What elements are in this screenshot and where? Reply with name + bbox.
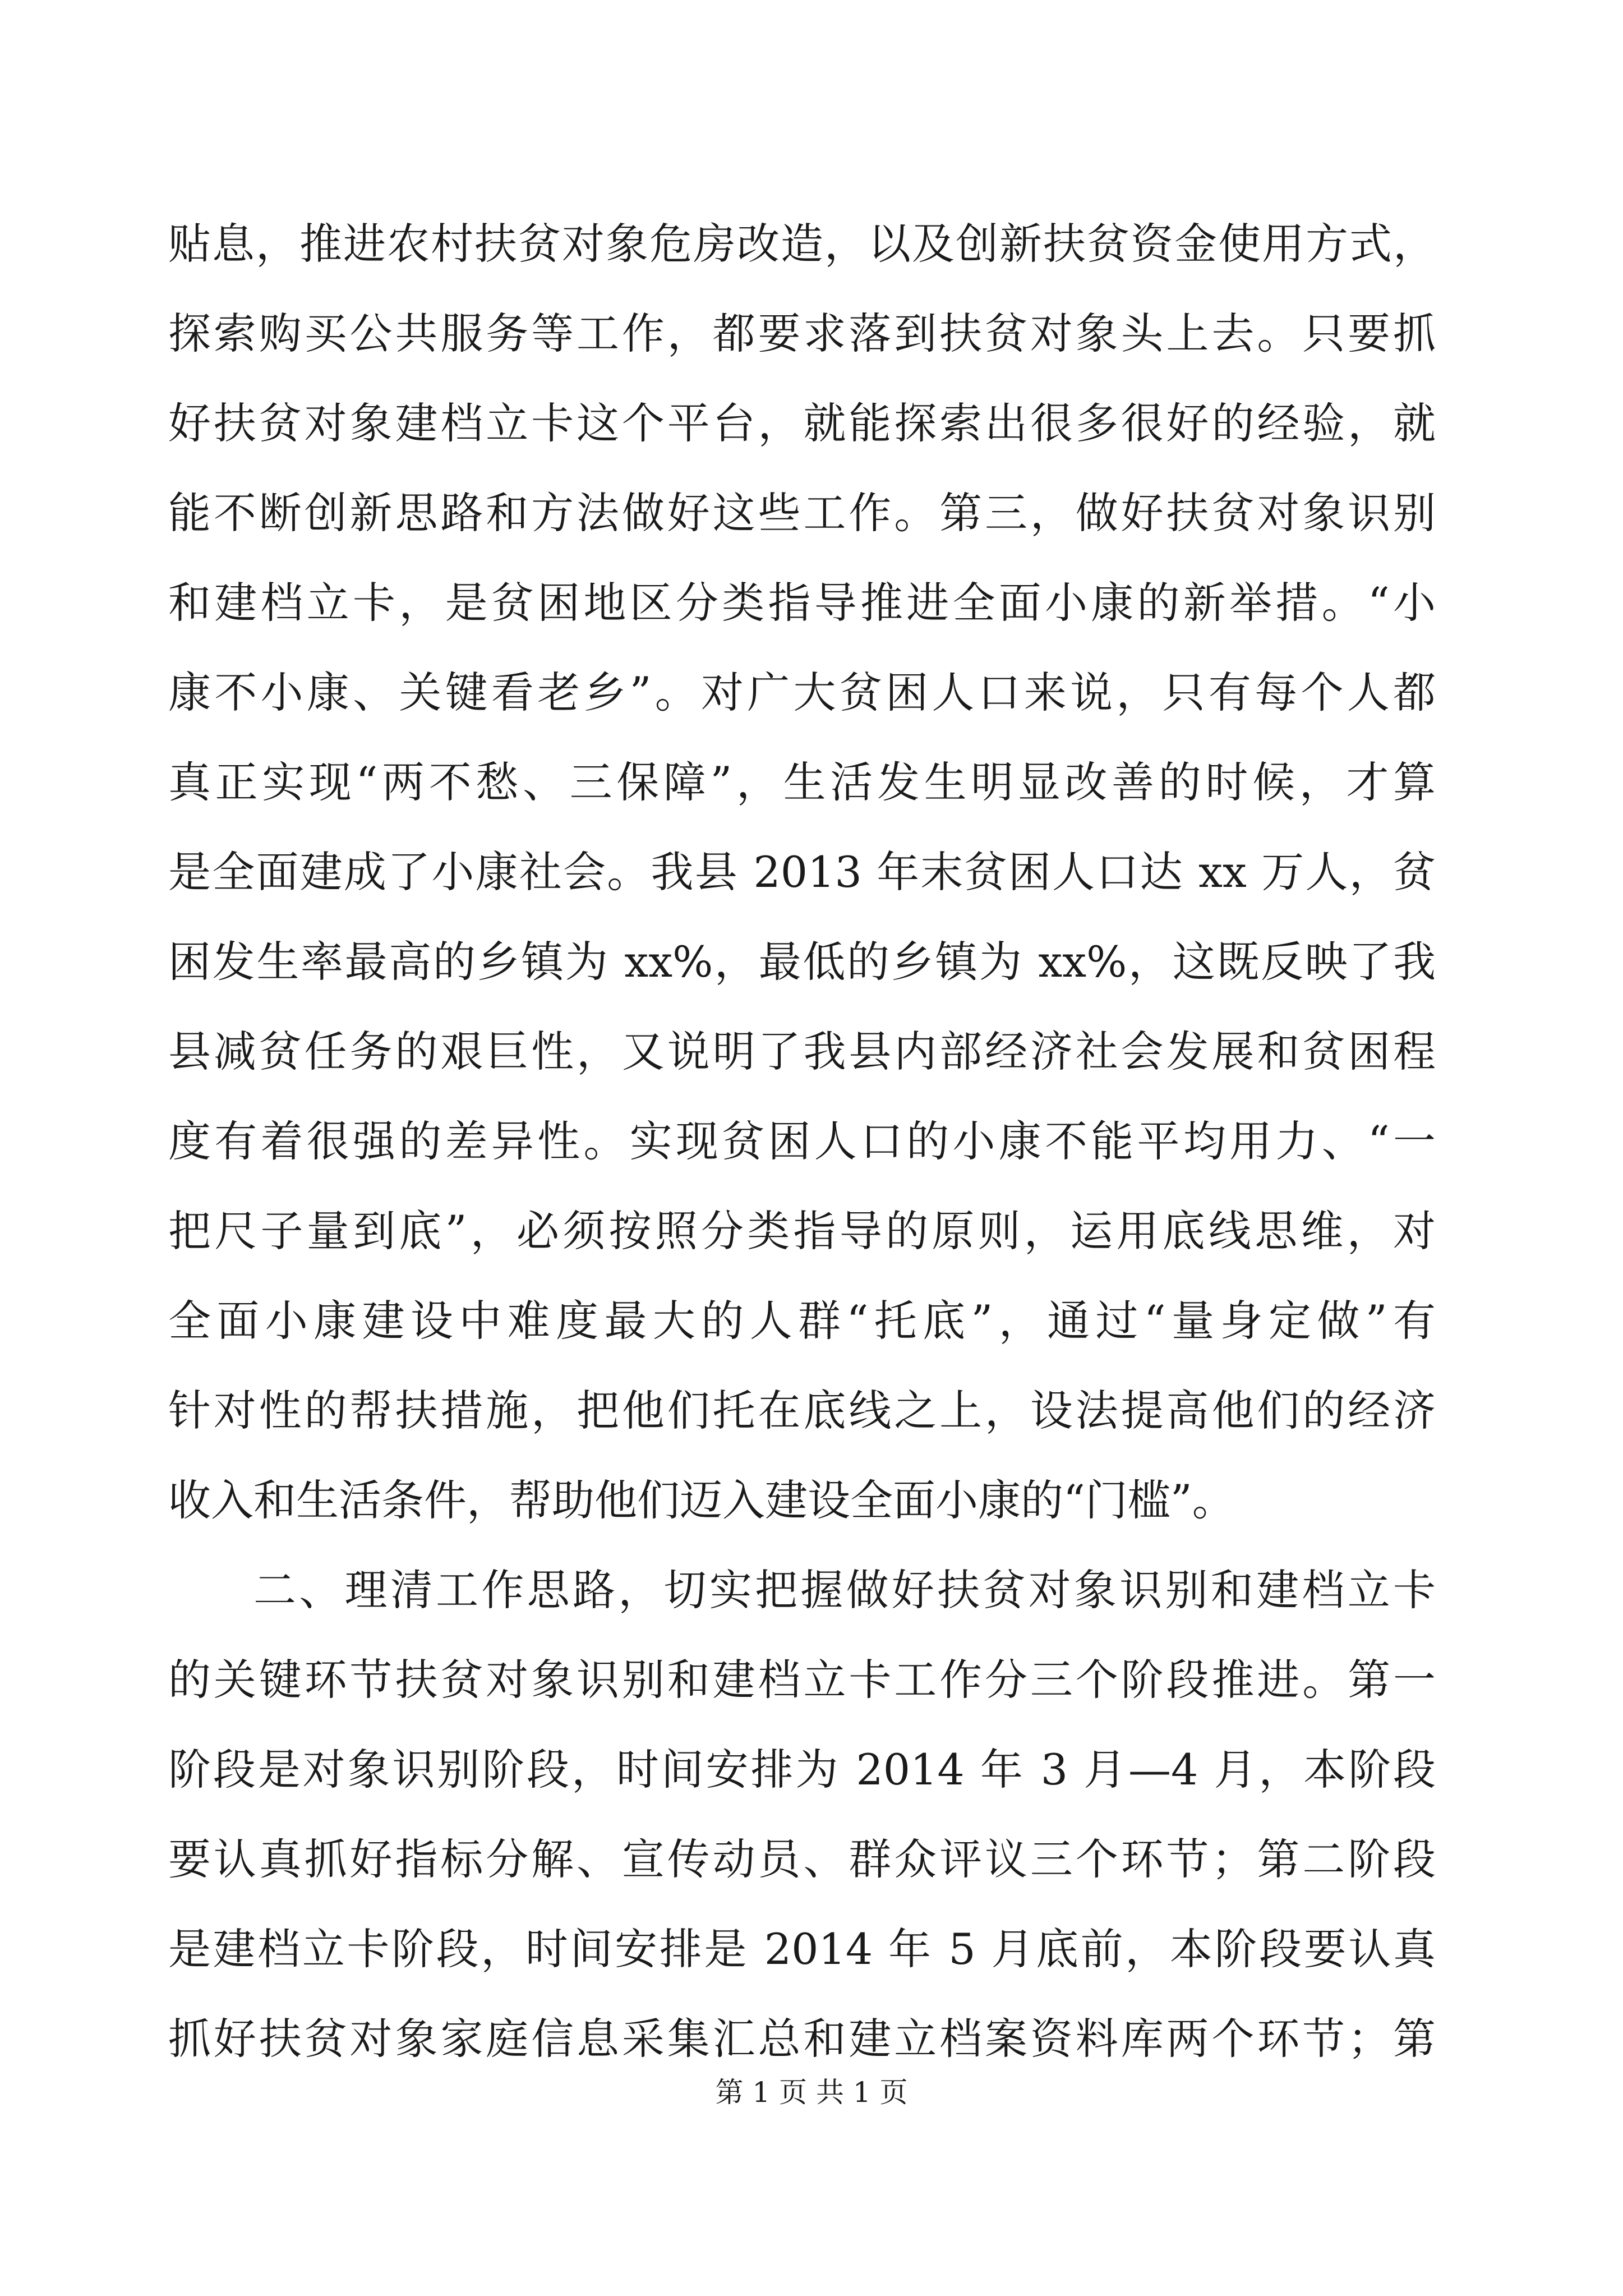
paragraph-2	[168, 1545, 1436, 2084]
text-line: 县减贫任务的艰巨性，又说明了我县内部经济社会发展和贫困程	[168, 1027, 1436, 1076]
text-line: 真正实现“两不愁、三保障”，生活发生明显改善的时候，才算	[168, 757, 1436, 807]
text-line: 贴息，推进农村扶贫对象危房改造，以及创新扶贫资金使用方式，	[168, 219, 1436, 269]
text-line: 要认真抓好指标分解、宣传动员、群众评议三个环节；第二阶段	[168, 1834, 1436, 1884]
text-line: 把尺子量到底”，必须按照分类指导的原则，运用底线思维，对	[168, 1206, 1436, 1256]
text-line: 能不断创新思路和方法做好这些工作。第三，做好扶贫对象识别	[168, 488, 1436, 538]
text-line: 是全面建成了小康社会。我县 2013 年末贫困人口达 xx 万人，贫	[168, 847, 1436, 897]
text-line: 抓好扶贫对象家庭信息采集汇总和建立档案资料库两个环节；第	[168, 2014, 1436, 2064]
text-line: 全面小康建设中难度最大的人群“托底”，通过“量身定做”有	[168, 1296, 1436, 1346]
text-line: 探索购买公共服务等工作，都要求落到扶贫对象头上去。只要抓	[168, 309, 1436, 358]
page-footer: 第 1 页 共 1 页	[715, 2076, 908, 2109]
text-line: 收入和生活条件，帮助他们迈入建设全面小康的“门槛”。	[168, 1475, 1235, 1525]
text-line: 是建档立卡阶段，时间安排是 2014 年 5 月底前，本阶段要认真	[168, 1924, 1436, 1974]
text-line: 康不小康、关键看老乡”。对广大贫困人口来说，只有每个人都	[168, 668, 1436, 717]
paragraph-1	[168, 199, 1436, 1545]
text-line: 困发生率最高的乡镇为 xx%，最低的乡镇为 xx%，这既反映了我	[168, 937, 1436, 987]
text-line: 好扶贫对象建档立卡这个平台，就能探索出很多很好的经验，就	[168, 398, 1436, 448]
body-text	[168, 199, 1436, 2084]
text-line: 针对性的帮扶措施，把他们托在底线之上，设法提高他们的经济	[168, 1386, 1436, 1435]
text-line: 的关键环节扶贫对象识别和建档立卡工作分三个阶段推进。第一	[168, 1655, 1436, 1705]
text-line: 二、理清工作思路，切实把握做好扶贫对象识别和建档立卡	[253, 1565, 1436, 1615]
text-line: 度有着很强的差异性。实现贫困人口的小康不能平均用力、“一	[168, 1116, 1436, 1166]
text-line: 阶段是对象识别阶段，时间安排为 2014 年 3 月—4 月，本阶段	[168, 1745, 1436, 1795]
text-line: 和建档立卡，是贫困地区分类指导推进全面小康的新举措。“小	[168, 578, 1436, 628]
